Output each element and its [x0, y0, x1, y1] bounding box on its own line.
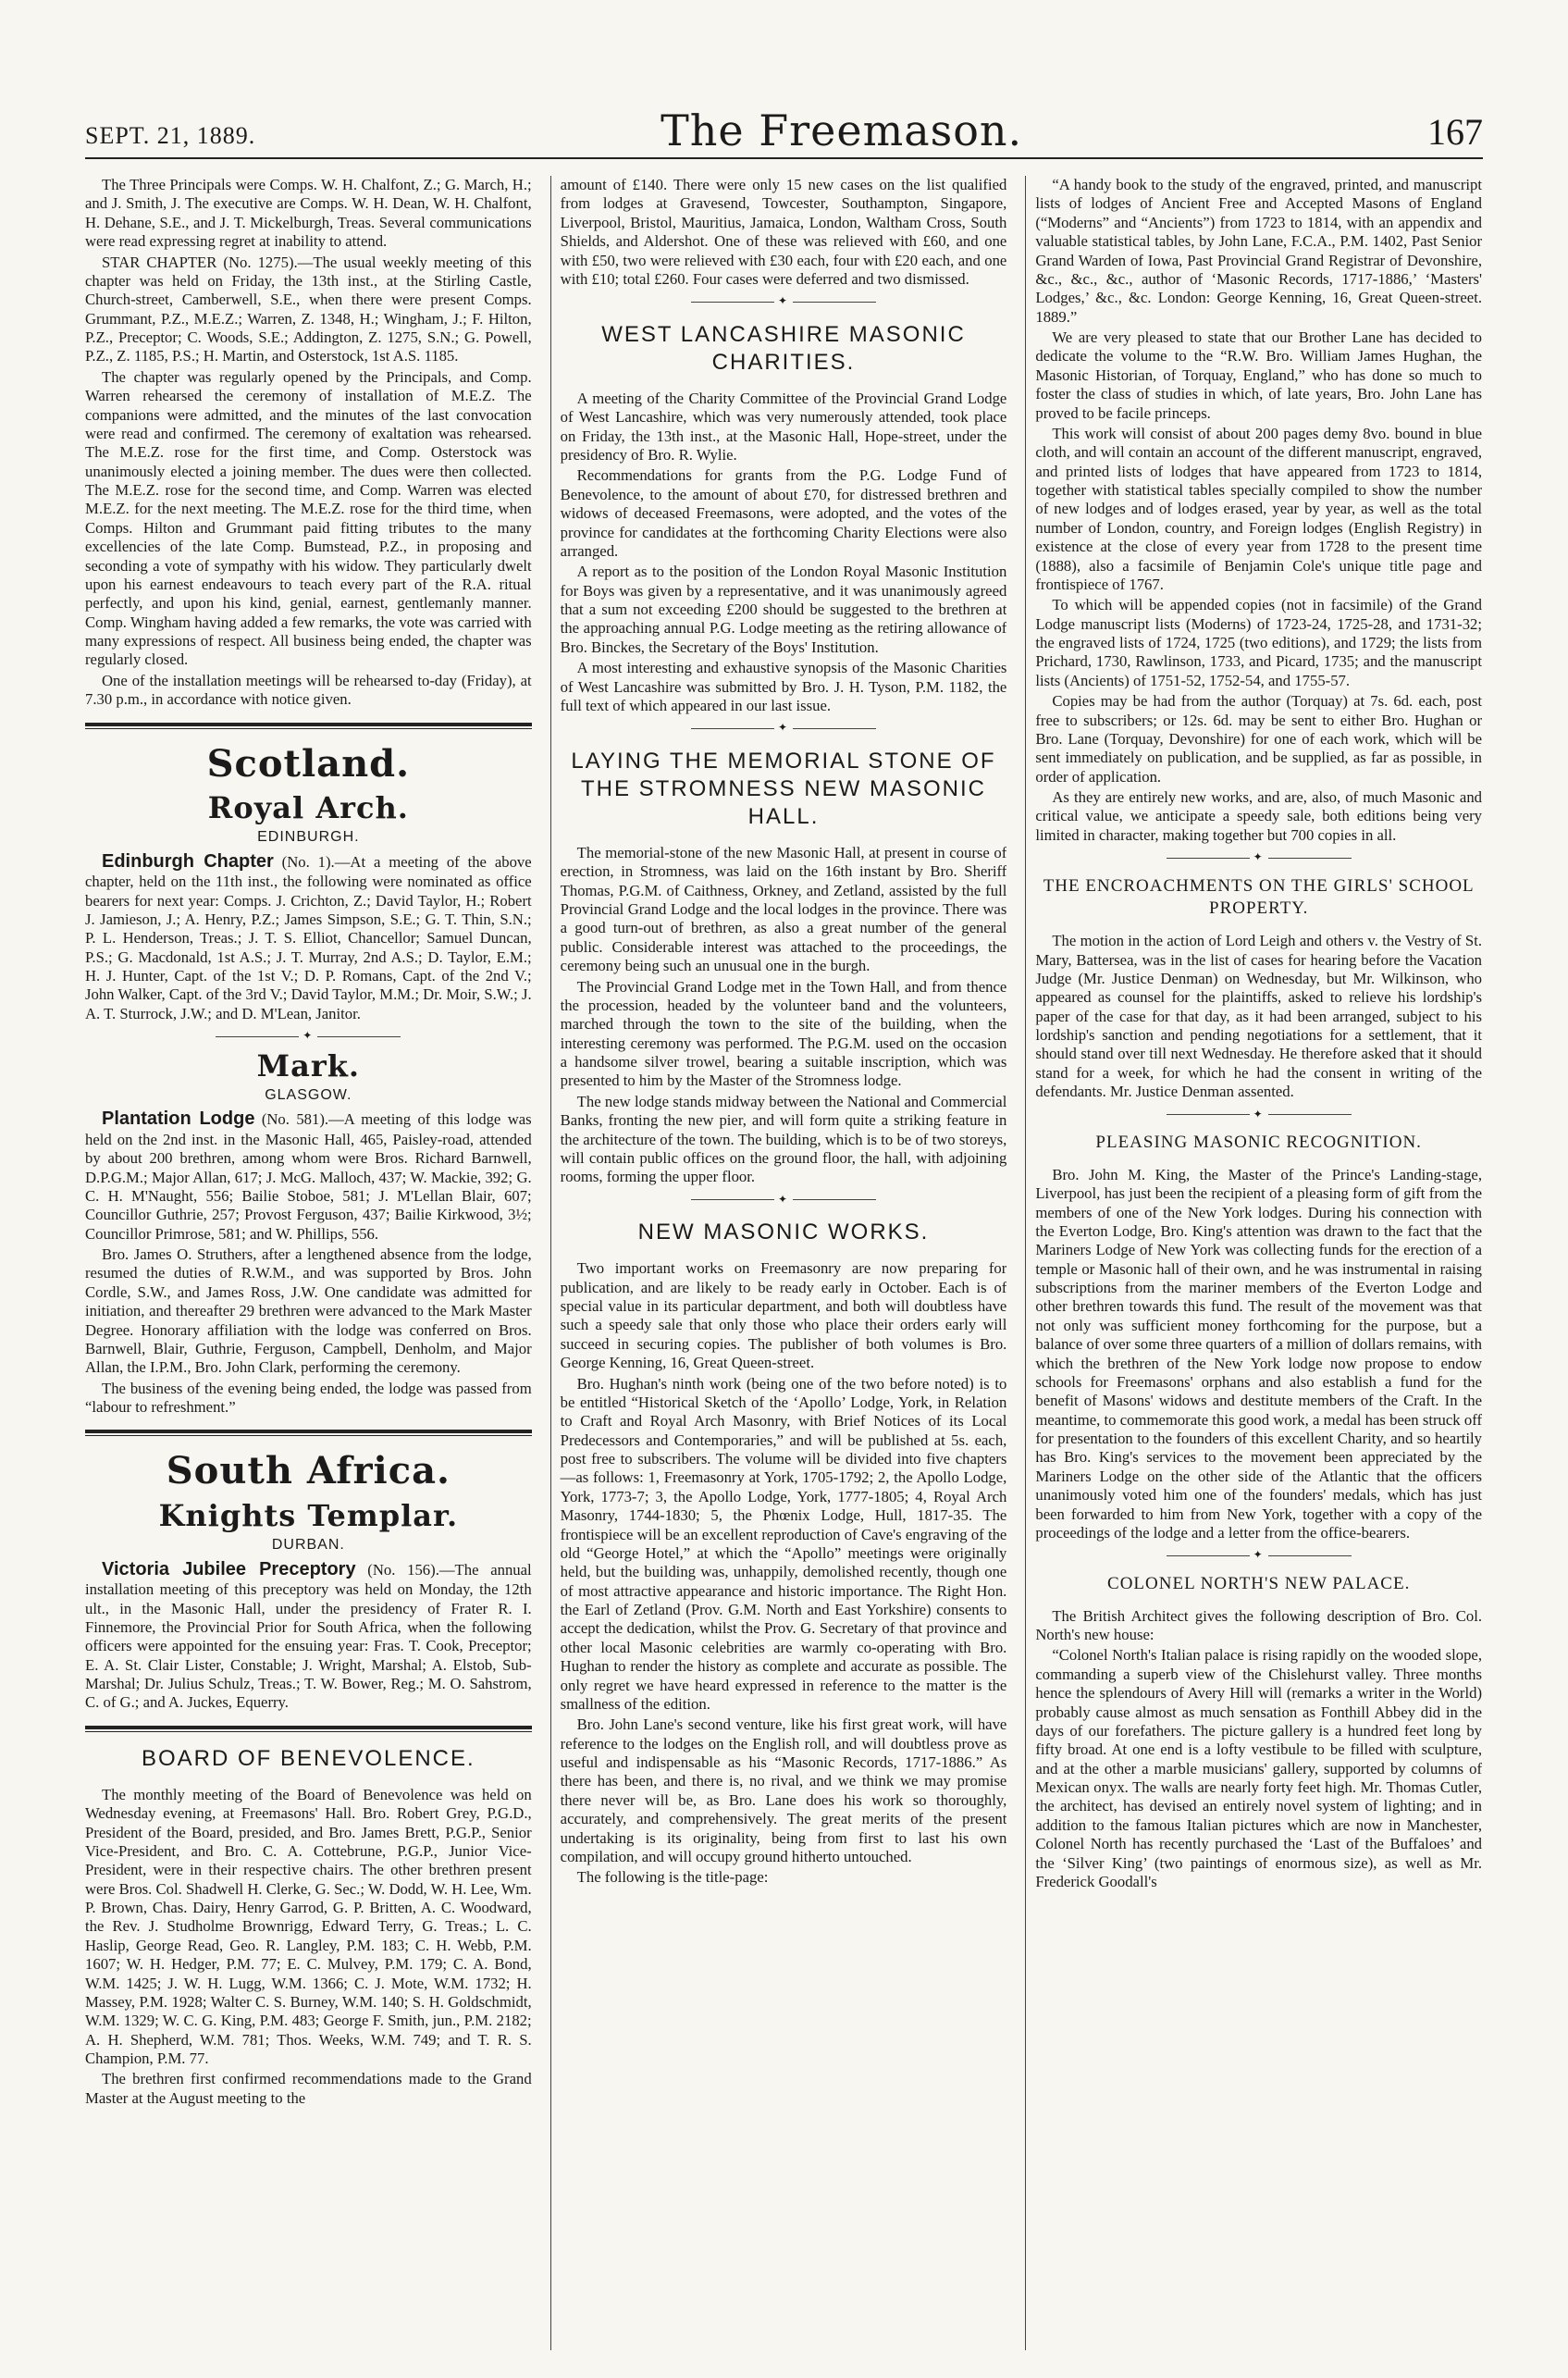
paragraph: Bro. James O. Struthers, after a lengthened absence from the lodge, resumed the duties of R.W.M., and was supported by Bros. John Cordle, S.W., and James Ross, J.W. One candidate was admitted for initiation, and thereafter 29 brethren were advanced to the Mark Master Degree. Honorary affiliation with the lodge was conferred on Bros. Barnwell, Blair, Guthrie, Ferguson, Campbell, Denholm, and Major Allan, the I.P.M., Bro. John Clark, performing the ceremony.: [85, 1245, 532, 1377]
paragraph: Bro. John M. King, the Master of the Prince's Landing-stage, Liverpool, has just been the recipient of a pleasing form of gift from the members of one of the New York lodges. During his connection with the Everton Lodge, Bro. King's attention was drawn to the fact that the Mariners Lodge of New York was collecting funds for the erection of a temple or Masonic hall of their own, and he was instrumental in raising subscriptions from the mariner members of the Everton Lodge and other brethren towards this fund. The result of the movement was that not only was sufficient money forthcoming for the purpose, but a balance of over some three quarters of a million of dollars remains, with which the brethren of the New York lodge now propose to endow schools for Freemasons' orphans and also establish a fund for the benefit of Masons' widows and destitute members of the Craft. In the meantime, to commemorate this good work, a medal has been struck off for presentation to the founders of this excellent Charity, and so heartily has Bro. King's services to the movement been appreciated by the Mariners Lodge on the other side of the Atlantic that the officers unanimously voted him one of the founders' medals, which has just been forwarded to him from New York, together with a copy of the proceedings of the lodge and a letter from the office-bearers.: [1035, 1165, 1482, 1542]
paragraph: The brethren first confirmed recommendations made to the Grand Master at the August meeting to the: [85, 2070, 532, 2107]
section-heading-south-africa: South Africa.: [166, 1449, 451, 1493]
star-divider: ✦: [561, 294, 1007, 308]
page-number: 167: [1427, 111, 1483, 153]
section-heading-scotland: Scotland.: [206, 741, 411, 786]
column-2: [550, 176, 1007, 2350]
paragraph: We are very pleased to state that our Brother Lane has decided to dedicate the volume to the “R.W. Bro. William James Hughan, the Masonic Historian, of Torquay, England,” who has done so much to foster the class of studies in which, of late years, Bro. John Lane has proved to be facile princeps.: [1035, 328, 1482, 422]
paragraph: The Provincial Grand Lodge met in the Town Hall, and from thence the procession, headed by the volunteer band and the volunteers, marched through the town to the site of the building, when the interesting ceremony was performed. The P.G.M. used on the occasion a handsome silver trowel, bearing a suitable inscription, which was presented to him by the Master of the Stromness lodge.: [560, 977, 1007, 1090]
paragraph: The motion in the action of Lord Leigh and others v. the Vestry of St. Mary, Battersea, was in the list of cases for hearing before the Vacation Judge (Mr. Justice Denman) on Wednesday, but Mr. Wilkinson, who appeared as counsel for the plaintiffs, asked to relieve his lordship's paper of the case for that day, as it had been arranged, subject to his lordship's sanction and pending negotiations for a settlement, that it should stand over till next Wednesday. He therefore asked that it should stand for a week, for which he had the consent in writing of the defendants. Mr. Justice Denman assented.: [1035, 932, 1482, 1101]
paragraph: (No. 581).—A meeting of this lodge was held on the 2nd inst. in the Masonic Hall, 465, Paisley-road, attended by about 200 brethren, among whom were Bros. Richard Barnwell, D.P.G.M.; Major Allan, 617; J. McG. Malloch, 437; W. Mackie, 392; G. C. H. M'Naught, 556; Bailie Stoboe, 581; J. M'Lellan Blair, 607; Councillor Guthrie, 257; Provost Ferguson, 437; Bailie Kirkwood, 3½; Councillor Primrose, 581; and W. Phillips, 556.: [85, 1110, 532, 1243]
paragraph: The Three Principals were Comps. W. H. Chalfont, Z.; G. March, H.; and J. Smith, J. The executive are Comps. W. H. Dean, W. H. Chalfont, H. Dehane, S.E., and J. T. Mickelburgh, Treas. Several communications were read expressing regret at inability to attend.: [85, 176, 532, 251]
paragraph: The new lodge stands midway between the National and Commercial Banks, fronting the new pier, and will form quite a striking feature in the architecture of the town. The building, which is to be of two storeys, will contain public offices on the ground floor, the hall, with adjoining rooms, forming the upper floor.: [560, 1092, 1007, 1186]
heading-stromness: LAYING THE MEMORIAL STONE OF THE STROMNESS NEW MASONIC HALL.: [571, 748, 996, 829]
issue-date: SEPT. 21, 1889.: [85, 122, 256, 149]
star-divider: ✦: [561, 721, 1007, 735]
star-divider: ✦: [561, 1193, 1007, 1207]
newspaper-title: The Freemason.: [661, 105, 1023, 155]
section-rule: [85, 723, 532, 729]
city-heading: GLASGOW.: [265, 1086, 352, 1103]
heading-colonel-north: COLONEL NORTH'S NEW PALACE.: [1107, 1573, 1411, 1593]
paragraph: The following is the title-page:: [576, 1868, 769, 1887]
subheading-knights-templar: Knights Templar.: [158, 1498, 459, 1534]
star-divider: ✦: [1035, 1108, 1482, 1121]
paragraph: One of the installation meetings will be rehearsed to-day (Friday), at 7.30 p.m., in accordance with notice given.: [85, 671, 532, 709]
paragraph: This work will consist of about 200 pages demy 8vo. bound in blue cloth, and will contain an account of the different manuscript, engraved, and printed lists of lodges that have appeared from 1723 to 1814, together with statistical tables specially compiled to show the number of new lodges and of lodges erased, year by year, as well as the total number of London, country, and Foreign lodges (English Registry) in existence at the close of every year from 1728 to the present time (1888), also a facsimile of Benjamin Cole's unique title page and frontispiece of 1767.: [1035, 424, 1482, 593]
paragraph: Two important works on Freemasonry are now preparing for publication, and are likely to be ready early in October. Each is of special value in its particular department, and both will doubtless have such a speedy sale that only those who place their orders early will succeed in securing copies. The publisher of both volumes is Bro. George Kenning, 16, Great Queen-street.: [560, 1259, 1007, 1372]
section-rule: [85, 1726, 532, 1732]
lodge-name: Plantation Lodge: [102, 1108, 255, 1130]
heading-girls-school: THE ENCROACHMENTS ON THE GIRLS' SCHOOL PROPERTY.: [1043, 875, 1475, 919]
star-divider: ✦: [1035, 1548, 1482, 1562]
paragraph: STAR CHAPTER (No. 1275).—The usual weekly meeting of this chapter was held on Friday, the 13th inst., at the Stirling Castle, Church-street, Camberwell, S.E., when there were present Comps. Grummant, P.Z., M.E.Z.; Warren, Z. 1348, H.; Wingham, J.; F. Hilton, P.Z., Preceptor; C. Woods, S.E.; Addington, Z. 1275, S.N.; G. Powell, P.Z., Z. 1185, P.S.; H. Martin, and Osterstock, 1st A.S. 1185.: [85, 253, 532, 365]
section-rule: [85, 1430, 532, 1436]
heading-board-of-benevolence: BOARD OF BENEVOLENCE.: [141, 1745, 475, 1771]
paragraph: The memorial-stone of the new Masonic Hall, at present in course of erection, in Stromness, was laid on the 16th instant by Bro. Sheriff Thomas, P.G.M. of Caithness, Orkney, and Zetland, assisted by the full Provincial Grand Lodge and the local lodges in the province. There was a good turn-out of brethren, as also a great number of the general public. Considerable interest was attached to the proceedings, the ceremony being such an unusual one in the burgh.: [560, 843, 1007, 975]
paragraph: The chapter was regularly opened by the Principals, and Comp. Warren rehearsed the ceremony of installation of M.E.Z. The companions were admitted, and the minutes of the last convocation were read and confirmed. The ceremony of exaltation was rehearsed. The M.E.Z. rose for the first time, and Comp. Osterstock was unanimously elected a joining member. The dues were then collected. The M.E.Z. rose for the second time, and Comp. Warren was elected M.E.Z. for the next meeting. The M.E.Z. rose for the third time, when Comps. Hilton and Grummant paid fitting tributes to the many excellencies of the late Comp. Bumstead, P.Z., in proposing and seconding a vote of sympathy with his widow. They particularly dwelt upon his earnest endeavours to teach every part of the R.A. ritual perfectly, and upon his kind, genial, earnest, gentlemanly manner. Comp. Wingham having added a few remarks, the vote was carried with many expressions of respect. All business being ended, the chapter was regularly closed.: [85, 367, 532, 669]
heading-pleasing-recognition: PLEASING MASONIC RECOGNITION.: [1095, 1133, 1422, 1153]
paragraph: The business of the evening being ended, the lodge was passed from “labour to refreshment.”: [85, 1379, 532, 1417]
paragraph: A report as to the position of the London Royal Masonic Institution for Boys was given by a representative, and it was unanimously agreed that a sum not exceeding £200 should be suggested to the brethren at the approaching annual P.G. Lodge meeting as the retiring allowance of Bro. Binckes, the Secretary of the Boys' Institution.: [560, 563, 1007, 656]
paragraph: Copies may be had from the author (Torquay) at 7s. 6d. each, post free to subscribers; or 12s. 6d. may be sent to either Bro. Hughan or Bro. Lane (Torquay, Devonshire) for one of each work, which will be sent immediately on publication, and be supplied, as far as possible, in order of application.: [1035, 692, 1482, 786]
paragraph: Recommendations for grants from the P.G. Lodge Fund of Benevolence, to the amount of about £70, for distressed brethren and widows of deceased Freemasons, were adopted, and the votes of the province for candidates at the forthcoming Charity Elections were also arranged.: [560, 466, 1007, 560]
lodge-name: Victoria Jubilee Preceptory: [102, 1558, 356, 1579]
paragraph: A meeting of the Charity Committee of the Provincial Grand Lodge of West Lancashire, which was very numerously attended, took place on Friday, the 13th inst., at the Masonic Hall, Hope-street, under the presidency of Bro. R. Wylie.: [560, 389, 1007, 464]
masthead: [85, 105, 1483, 159]
star-divider: ✦: [1035, 850, 1482, 864]
paragraph: A most interesting and exhaustive synopsis of the Masonic Charities of West Lancashire was submitted by Bro. J. H. Tyson, P.M. 1182, the full text of which appeared in our last issue.: [560, 659, 1007, 714]
paragraph: (No. 156).—The annual installation meeting of this preceptory was held on Monday, the 12th ult., in the Masonic Hall, under the presidency of Frater R. I. Finnemore, the Provincial Prior for South Africa, when the following officers were appointed for the ensuing year: Fras. T. Cook, Preceptor; E. A. St. Clair Lister, Constable; J. Wright, Marshal; A. Elstob, Sub-Marshal; Dr. Julius Schulz, Treas.; T. W. Bower, Reg.; M. O. Sahstrom, C. of G.; and A. Juckes, Equerry.: [85, 1560, 532, 1712]
subheading-mark: Mark.: [256, 1047, 360, 1084]
paragraph: Bro. Hughan's ninth work (being one of the two before noted) is to be entitled “Historical Sketch of the ‘Apollo’ Lodge, York, in Relation to Craft and Royal Arch Masonry, with Brief Notices of its Local Predecessors and Contemporaries,” and will be published at 5s. each, post free to subscribers. The volume will be divided into five chapters—as follows: 1, Freemasonry at York, 1705-1792; 2, the Apollo Lodge, York, 1773-7; 3, the Apollo Lodge, York, 1777-1805; 4, Royal Arch Masonry, 1744-1830; 5, the Phœnix Lodge, Hull, 1817-35. The frontispiece will be an excellent reproduction of Cave's engraving of the old “George Hotel,” at which the “Apollo” meetings were originally held, but the building was, unhappily, demolished recently, though one of most attractive appearance and historic importance. The Right Hon. the Earl of Zetland (Prov. G.M. North and East Yorkshire) consents to accept the dedication, whilst the Prov. G. Secretary of that province and other local Masonic celebrities are warmly co-operating with Bro. Hughan to render the history as complete and accurate as possible. The only regret we have heard expressed in reference to the matter is the smallness of the edition.: [560, 1374, 1007, 1713]
paragraph: The British Architect gives the following description of Bro. Col. North's new house:: [1035, 1606, 1482, 1643]
paragraph: amount of £140. There were only 15 new cases on the list qualified from lodges at Gravesend, Towcester, Southampton, Singapore, Liverpool, Bristol, Mauritius, Jamaica, London, Waltham Cross, South Shields, and Aldershot. One of these was relieved with £60, and one with £50, two were relieved with £30 each, four with £20 each, and one with £10; total £260. Four cases were deferred and two dismissed.: [560, 176, 1007, 288]
paragraph: The monthly meeting of the Board of Benevolence was held on Wednesday evening, at Freemasons' Hall. Bro. Robert Grey, P.G.D., President of the Board, presided, and Bro. James Brett, P.G.P., Senior Vice-President, and Bro. C. A. Cottebrune, P.G.P., Junior Vice-President, were in their respective chairs. The other brethren present were Bros. Col. Shadwell H. Clerke, G. Sec.; W. Dodd, W. H. Lee, Wm. P. Brown, Chas. Dairy, Henry Garrod, G. P. Britten, A. C. Woodward, the Rev. J. Studholme Brownrigg, Edward Terry, G. Treas.; L. C. Haslip, George Read, Geo. R. Langley, P.M. 183; C. H. Webb, P.M. 1607; W. H. Hedger, P.M. 77; E. C. Mulvey, P.M. 179; C. A. Bond, W.M. 1425; J. W. H. Lugg, W.M. 1366; C. J. Mote, W.M. 1732; H. Massey, P.M. 1928; Walter C. S. Burney, W.M. 140; S. H. Goldschmidt, W.M. 1329; W. C. G. King, P.M. 483; George F. Smith, jun., P.M. 2182; A. H. Shepherd, W.M. 781; Thos. Weeks, W.M. 749; and T. R. S. Champion, P.M. 77.: [85, 1785, 532, 2068]
paragraph: Bro. John Lane's second venture, like his first great work, will have reference to the lodges on the English roll, and will doubtless prove as useful and indispensable as his “Masonic Records, 1717-1886.” As there has been, and there is, no rival, and we think we may promise there never will be, as Bro. Lane does his work so thoroughly, accurately, and comprehensively. The great merits of the present undertaking is its originality, being from first to last his own compilation, and will occupy ground hitherto untouched.: [560, 1715, 1007, 1865]
lodge-name: Edinburgh Chapter: [102, 850, 274, 872]
paragraph: “A handy book to the study of the engraved, printed, and manuscript lists of lodges of Ancient Free and Accepted Masons of England (“Moderns” and “Ancients”) from 1723 to 1814, with an appendix and valuable statistical tables, by John Lane, F.C.A., P.M. 1402, Past Senior Grand Warden of Iowa, Past Provincial Grand Registrar of Devonshire, &c., &c., &c., author of ‘Masonic Records, 1717-1886,’ ‘Masters' Lodges,’ &c., &c. London: George Kenning, 16, Great Queen-street. 1889.”: [1035, 176, 1482, 326]
paragraph: As they are entirely new works, and are, also, of much Masonic and critical value, we anticipate a speedy sale, both editions being very limited in character, making together but 700 copies in all.: [1035, 788, 1482, 844]
column-3: [1025, 176, 1482, 2350]
paragraph: (No. 1).—At a meeting of the above chapter, held on the 11th inst., the following were nominated as office bearers for next year: Comps. J. Crichton, Z.; David Taylor, H.; Robert J. Jamieson, J.; A. Henry, P.Z.; James Simpson, S.E.; G. T. Thin, S.N.; P. L. Henderson, Treas.; J. T. S. Elliot, Chancellor; Samuel Duncan, P.S.; G. Macdonald, 1st A.S.; J. T. Murray, 2nd A.S.; D. Taylor, E.M.; H. J. Hunter, Capt. of the 1st V.; D. P. Romans, Capt. of the 2nd V.; John Walker, Capt. of the 3rd V.; David Taylor, M.M.; Dr. Moir, S.W.; J. A. T. Sturrock, J.W.; and D. M'Lean, Janitor.: [85, 852, 532, 1022]
paragraph: To which will be appended copies (not in facsimile) of the Grand Lodge manuscript lists (Moderns) of 1723-24, 1725-28, and 1731-32; the engraved lists of 1724, 1725 (two editions), and 1729; the lists from Prichard, 1730, Rawlinson, 1733, and Picard, 1735; and the manuscript lists (Ancients) of 1751-52, 1752-54, and 1755-57.: [1035, 596, 1482, 689]
city-heading: DURBAN.: [271, 1537, 345, 1554]
star-divider: ✦: [85, 1029, 532, 1043]
heading-west-lancashire: WEST LANCASHIRE MASONIC CHARITIES.: [601, 321, 966, 375]
city-heading: EDINBURGH.: [257, 829, 360, 846]
column-1: [85, 176, 532, 2350]
heading-new-masonic-works: NEW MASONIC WORKS.: [637, 1220, 930, 1245]
subheading-royal-arch: Royal Arch.: [207, 790, 409, 826]
paragraph: “Colonel North's Italian palace is rising rapidly on the wooded slope, commanding a superb view of the Chislehurst valley. Three months hence the splendours of Avery Hill will (remarks a writer in the World) probably cause almost as much sensation as Fonthill Abbey did in the days of our forefathers. The picture gallery is a hundred feet long by fifty broad. At one end is a lofty vestibule to be filled with sculpture, and at the other a marble musicians' gallery, supported by columns of Mexican onyx. The walls are nearly forty feet high. Mr. Thomas Cutler, the architect, has devised an entirely novel system of lighting; and in addition to the famous Italian pictures which are now in Manchester, Colonel North has recently purchased the ‘Last of the Buffaloes’ and the ‘Silver King’ (two paintings of enormous size), as well as Mr. Frederick Goodall's: [1035, 1646, 1482, 1890]
columns: [85, 176, 1482, 2350]
